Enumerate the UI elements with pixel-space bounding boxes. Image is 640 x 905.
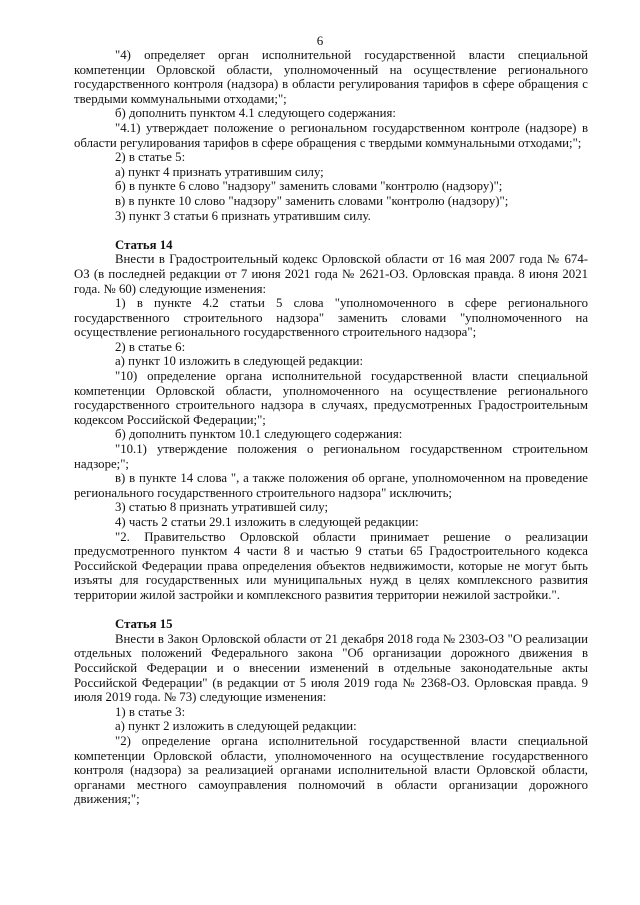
paragraph: 4) часть 2 статьи 29.1 изложить в следующей редакции: <box>115 515 419 529</box>
paragraph: б) в пункте 6 слово "надзору" заменить словами "контролю (надзору)"; <box>115 179 503 194</box>
paragraph: в) в пункте 10 слово "надзору" заменить словами "контролю (надзору)"; <box>115 193 509 208</box>
spacer <box>74 223 588 238</box>
paragraph: Внести в Градостроительный кодекс Орловской области от 16 мая 2007 года № 674-ОЗ (в последней редакции от 7 июня 2021 года № 2621-ОЗ. Орловская правда. 8 июня 2021 года. № 60) следующие изменения: <box>74 252 588 296</box>
paragraph: 3) пункт 3 статьи 6 признать утратившим силу. <box>115 208 371 223</box>
paragraph: Внести в Закон Орловской области от 21 декабря 2018 года № 2303-ОЗ "О реализации отдельных положений Федерального закона "Об организации дорожного движения в Российской Федерации и о внесении изменений в отдельные законодательные акты Российской Федерации" (в редакции от 5 июля 2019 года № 2368-ОЗ. Орловская правда. 9 июля 2019 года. № 73) следующие изменения: <box>74 631 588 705</box>
paragraph: б) дополнить пунктом 10.1 следующего содержания: <box>115 427 403 442</box>
document-body <box>74 48 588 807</box>
paragraph: а) пункт 10 изложить в следующей редакции: <box>115 354 364 369</box>
paragraph: б) дополнить пунктом 4.1 следующего содержания: <box>115 106 396 121</box>
paragraph: 3) статью 8 признать утратившей силу; <box>115 500 329 515</box>
spacer <box>74 603 588 618</box>
article-14-heading: Статья 14 <box>115 237 173 252</box>
paragraph: "10.1) утверждение положения о региональном государственном строительном надзоре;"; <box>74 442 588 471</box>
article-15-heading: Статья 15 <box>115 617 173 632</box>
paragraph: "2. Правительство Орловской области принимает решение о реализации предусмотренного пунктом 4 части 8 и частью 9 статьи 65 Градостроительного кодекса Российской Федерации права определения объектов недвижимости, которые не могут быть изъяты для государственных или муниципальных нужд в целях комплексного развития территории жилой застройки и комплексного развития территории нежилой застройки.". <box>74 529 588 602</box>
paragraph: "2) определение органа исполнительной государственной власти специальной компетенции Орловской области, уполномоченного на осуществление государственного контроля (надзора) за реализацией органами исполнительной власти Орловской области, органами местного самоуправления полномочий в области организации дорожного движения;"; <box>74 733 588 807</box>
paragraph: 2) в статье 5: <box>115 150 186 165</box>
paragraph: "4) определяет орган исполнительной государственной власти специальной компетенции Орловской области, уполномоченный на осуществление регионального государственного контроля (надзора) в области регулирования тарифов в сфере обращения с твердыми коммунальными отходами;"; <box>74 48 588 106</box>
paragraph: 1) в статье 3: <box>115 704 186 719</box>
paragraph: а) пункт 2 изложить в следующей редакции: <box>115 719 357 734</box>
page-number: 6 <box>316 33 324 48</box>
paragraph: в) в пункте 14 слова ", а также положения об органе, уполномоченном на проведение регионального государственного строительного надзора" исключить; <box>74 471 588 500</box>
paragraph: 2) в статье 6: <box>115 339 186 354</box>
paragraph: 1) в пункте 4.2 статьи 5 слова "уполномоченного в сфере регионального государственного строительного надзора" заменить словами "уполномоченного на осуществление регионального государственного строительного надзора"; <box>74 296 588 340</box>
paragraph: "4.1) утверждает положение о региональном государственном контроле (надзоре) в области регулирования тарифов в сфере обращения с твердыми коммунальными отходами;"; <box>74 120 588 150</box>
paragraph: а) пункт 4 признать утратившим силу; <box>115 164 324 179</box>
paragraph: "10) определение органа исполнительной государственной власти специальной компетенции Орловской области, уполномоченного на осуществление регионального государственного строительного надзора в случаях, предусмотренных Градостроительным кодексом Российской Федерации;"; <box>74 369 588 427</box>
